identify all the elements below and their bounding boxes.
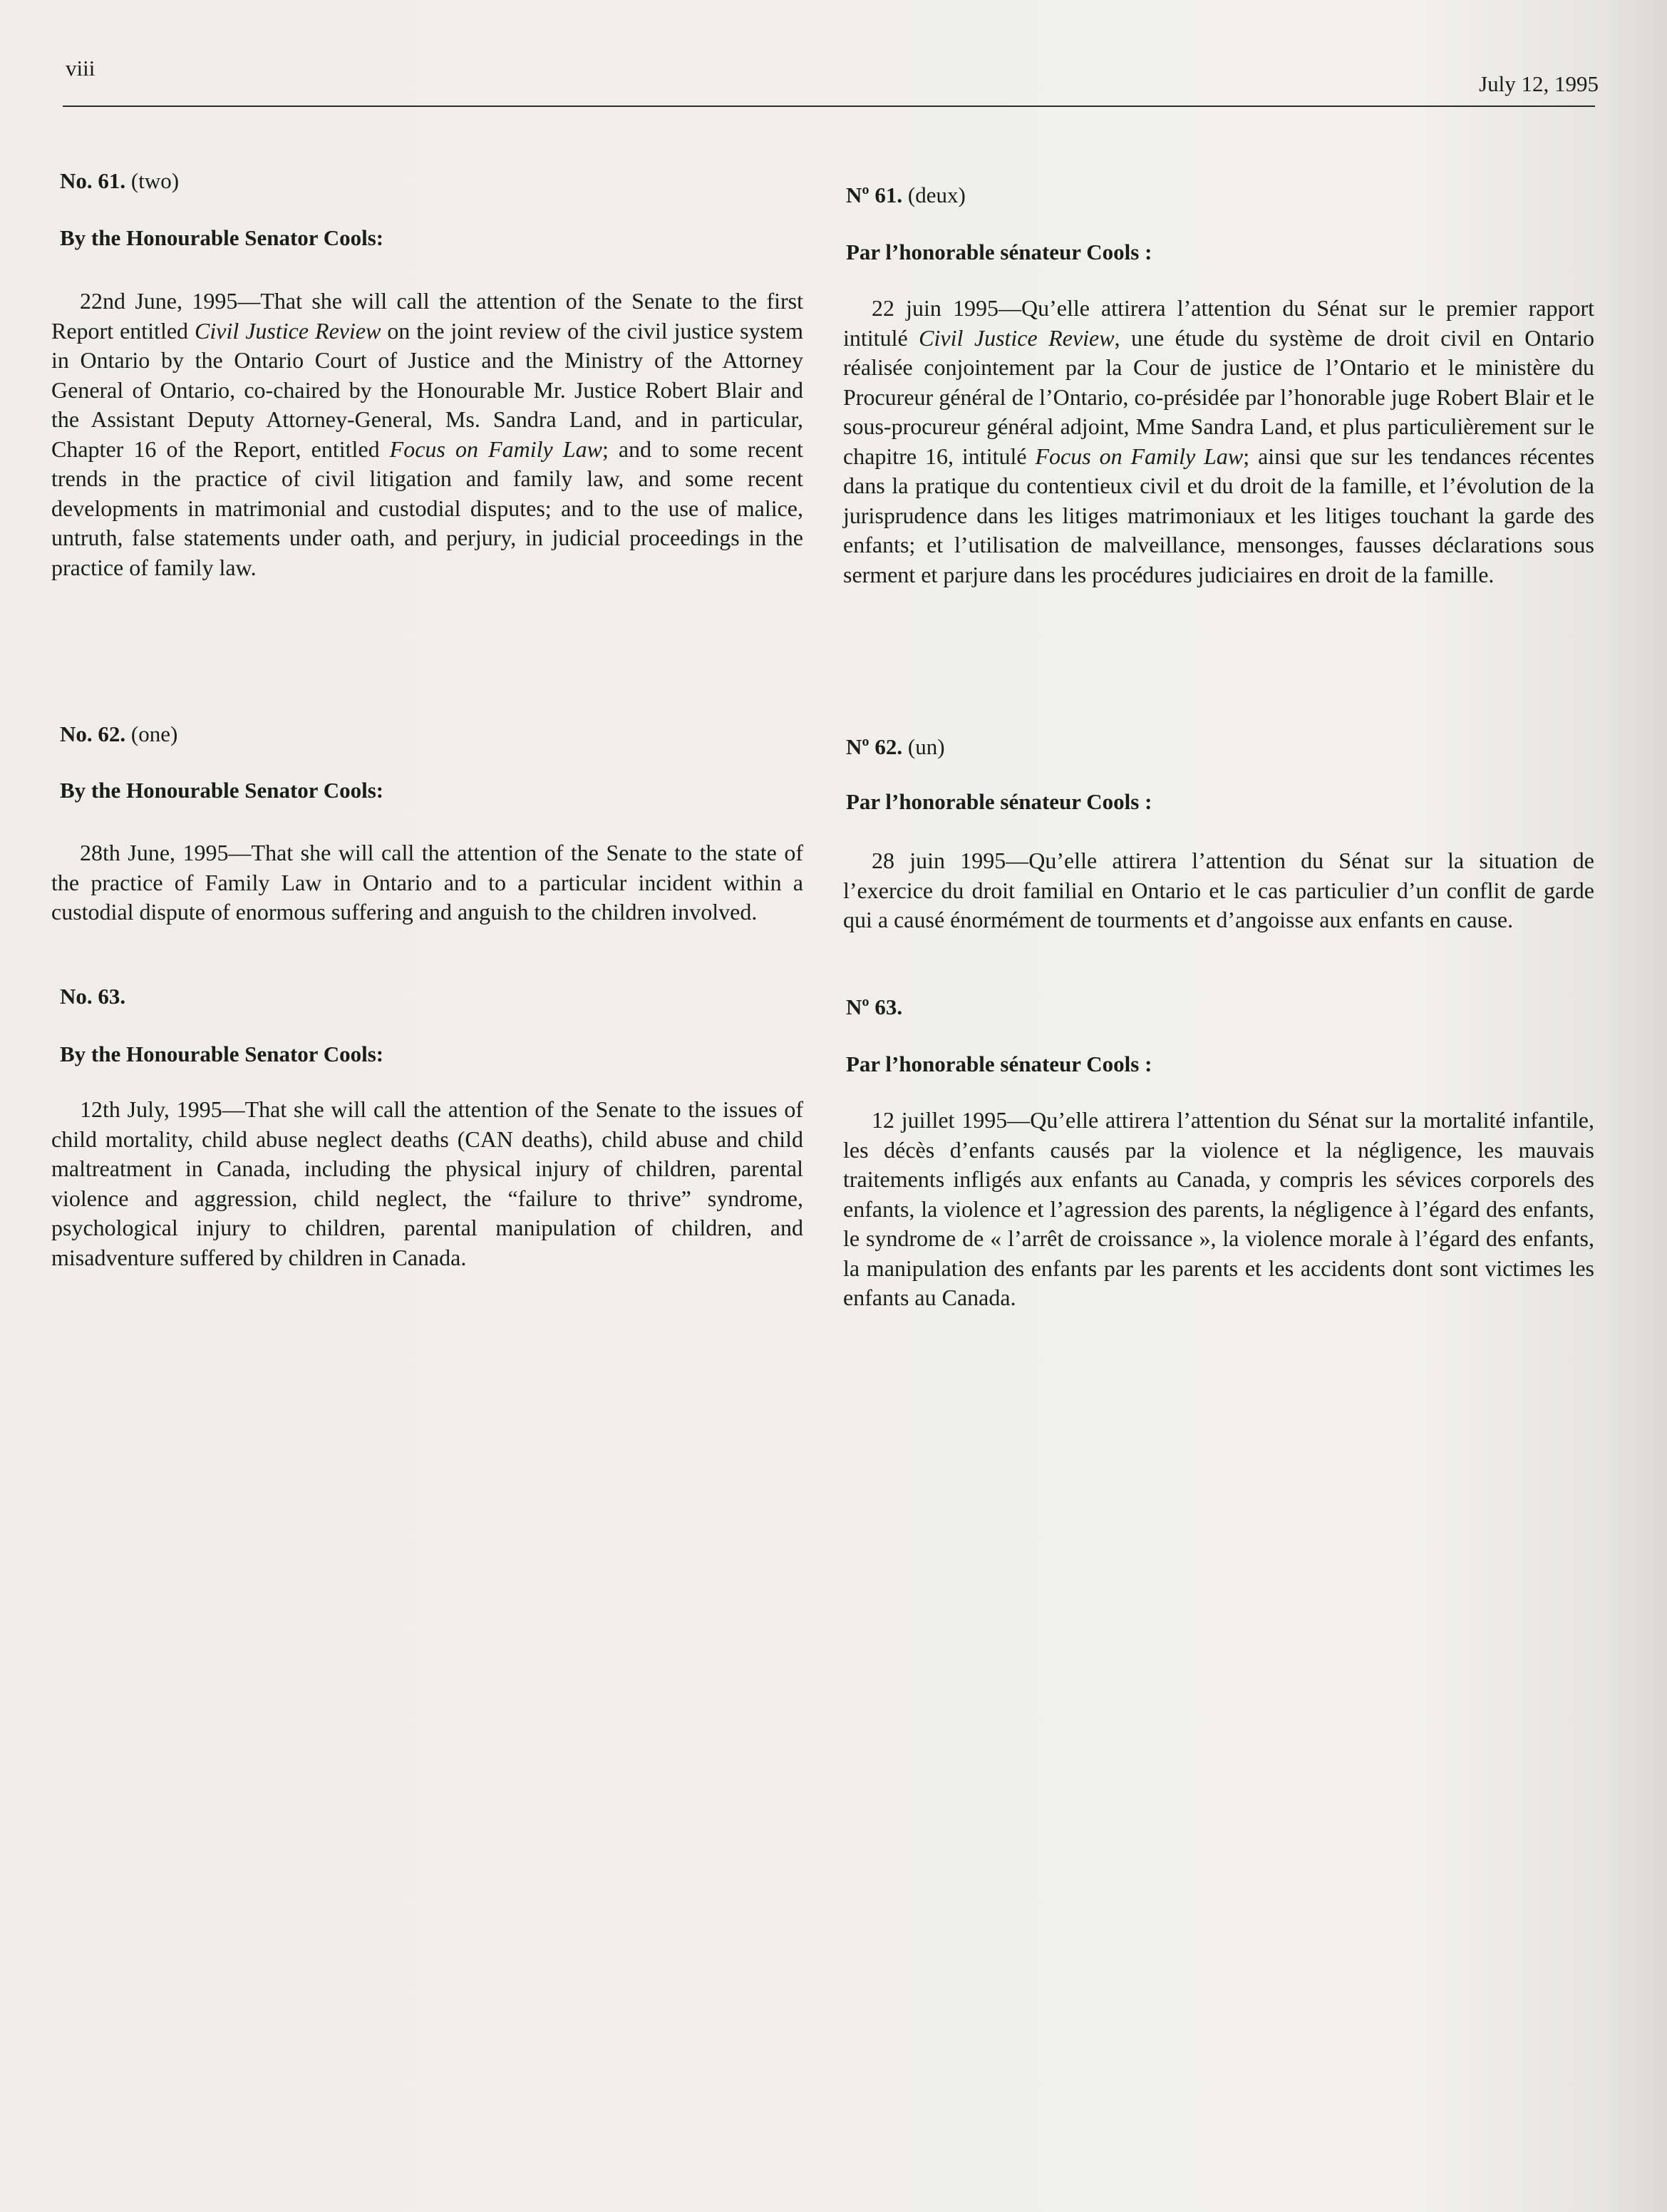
notice-number-63-en: No. 63. (60, 984, 126, 1009)
chapter-title: Focus on Family Law (1035, 443, 1244, 469)
notice-text-62-en: 28th June, 1995—That she will call the attention of the Senate to the state of the practice of Family Law in Ontario and to a particular incident within a custodial dispute of enormous suffering and anguish to the children involved. (51, 840, 803, 925)
notice-number-61-fr: Nº 61. (deux) (846, 182, 966, 207)
notice-text-61-fr: 22 juin 1995—Qu’elle attirera l’attention du Sénat sur le premier rapport intitulé Civil Justice Review, une étude du système de droit civil en Ontario réalisée conjointement par la Cour de justice de l’Ontario et le ministère du Procureur général de l’Ontario, co-présidée par l’honorable juge Robert Blair et le sous-procureur général adjoint, Mme Sandra Land, et plus particulièrement sur le chapitre 16, intitulé Focus on Family Law; ainsi que sur les tendances récentes dans la pratique du contentieux civil et du droit de la famille, et l’évolution de la jurisprudence dans les litiges matrimoniaux et les litiges touchant la garde des enfants; et l’utilisation de malveillance, mensonges, fausses déclarations sous serment et parjure dans les procédures judiciaires en droit de la famille. (843, 295, 1595, 587)
header-rule (63, 106, 1595, 107)
sponsor-62-en: By the Honourable Senator Cools: (60, 778, 384, 803)
notice-number-62-en: No. 62. (one) (60, 721, 178, 746)
notice-number-61-en: No. 61. (two) (60, 168, 180, 193)
sponsor-61-en: By the Honourable Senator Cools: (60, 225, 384, 250)
report-title: Civil Justice Review (919, 324, 1115, 351)
sponsor-63-fr: Par l’honorable sénateur Cools : (846, 1051, 1152, 1076)
notice-text-63-en: 12th July, 1995—That she will call the attention of the Senate to the issues of child mortality, child abuse neglect deaths (CAN deaths), child abuse and child maltreatment in Canada, including the physical injury of children, parental violence and aggression, child neglect, the “failure to thrive” syndrome, psychological injury to children, parental manipulation of children, and misadventure suffered by children in Canada. (51, 1096, 803, 1270)
notice-number-63-fr: Nº 63. (846, 994, 903, 1019)
sponsor-62-fr: Par l’honorable sénateur Cools : (846, 789, 1152, 814)
sponsor-61-fr: Par l’honorable sénateur Cools : (846, 240, 1152, 264)
page-number: viii (66, 56, 96, 81)
report-title: Civil Justice Review (195, 317, 381, 344)
notice-number-62-fr: Nº 62. (un) (846, 734, 945, 759)
notice-text-61-en: 22nd June, 1995—That she will call the attention of the Senate to the first Report entitled Civil Justice Review on the joint review of the civil justice system in Ontario by the Ontario Court of Justice and the Ministry of the Attorney General of Ontario, co-chaired by the Honourable Mr. Justice Robert Blair and the Assistant Deputy Attorney-General, Ms. Sandra Land, and in particular, Chapter 16 of the Report, entitled Focus on Family Law; and to some recent trends in the practice of civil litigation and family law, and some recent developments in matrimonial and custodial disputes; and to the use of malice, untruth, false statements under oath, and perjury, in judicial proceedings in the practice of family law. (51, 288, 804, 580)
notice-text-63-fr: 12 juillet 1995—Qu’elle attirera l’attention du Sénat sur la mortalité infantile, les décès d’enfants causés par la violence et la négligence, les mauvais traitements infligés aux enfants au Canada, y compris les sévices corporels des enfants, la violence et l’agression des parents, la négligence à l’égard des enfants, le syndrome de « l’arrêt de croissance », la violence morale à l’égard des enfants, la manipulation des enfants par les parents et les accidents dont sont victimes les enfants au Canada. (843, 1107, 1594, 1310)
page-date: July 12, 1995 (1479, 71, 1599, 96)
chapter-title: Focus on Family Law (389, 436, 602, 462)
sponsor-63-en: By the Honourable Senator Cools: (60, 1041, 384, 1066)
notice-text-62-fr: 28 juin 1995—Qu’elle attirera l’attention du Sénat sur la situation de l’exercice du droit familial en Ontario et le cas particulier d’un conflit de garde qui a causé énormément de tourments et d’angoisse aux enfants en cause. (843, 848, 1594, 932)
